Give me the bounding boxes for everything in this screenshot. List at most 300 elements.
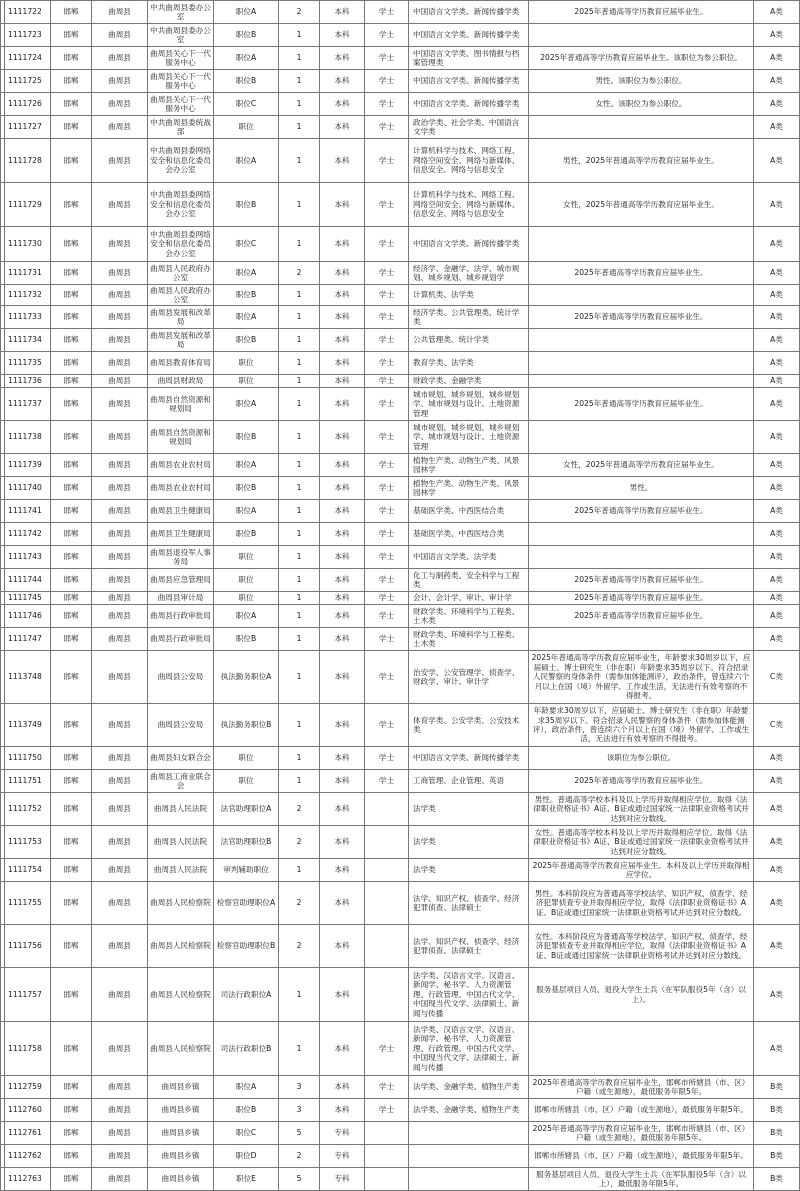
cell-position: 检察官助理职位A [214, 882, 279, 925]
cell-category: A类 [754, 592, 800, 605]
cell-degree: 学士 [365, 704, 409, 747]
table-row [1, 1099, 800, 1122]
cell-city: 邯郸 [51, 523, 92, 546]
cell-unit: 曲周县妇女联合会 [148, 747, 214, 770]
table-row [1, 605, 800, 628]
cell-category: A类 [754, 628, 800, 651]
cell-unit: 曲周县财政局 [148, 375, 214, 388]
cell-category: A类 [754, 605, 800, 628]
table-row [1, 227, 800, 262]
cell-remark: 女性。本科阶段应为普通高等学校法学、知识产权、侦查学、经济犯罪侦查专业并取得相应学位，取得《法律职业资格证书》A证、B证或通过国家统一法律职业资格考试并达到对应分数线。 [529, 925, 754, 968]
cell-county: 曲周县 [92, 285, 148, 306]
cell-count: 1 [279, 24, 320, 47]
cell-unit: 曲周县乡镇 [148, 1099, 214, 1122]
cell-count: 1 [279, 329, 320, 352]
cell-major: 基础医学类、中西医结合类 [409, 500, 529, 523]
cell-remark: 男性。本科阶段应为普通高等学校法学、知识产权、侦查学、经济犯罪侦查专业并取得相应学位，取得《法律职业资格证书》A证、B证或通过国家统一法律职业资格考试并达到对应分数线。 [529, 882, 754, 925]
cell-city: 邯郸 [51, 704, 92, 747]
cell-count: 1 [279, 592, 320, 605]
cell-count: 5 [279, 1168, 320, 1191]
cell-degree [365, 1145, 409, 1168]
cell-remark [529, 227, 754, 262]
cell-category: A类 [754, 329, 800, 352]
cell-category: A类 [754, 306, 800, 329]
cell-education: 专科 [320, 1168, 365, 1191]
cell-remark: 邯郸市所辖县（市、区）户籍（或生源地），最低服务年限5年。 [529, 1145, 754, 1168]
cell-code: 1112762 [5, 1145, 51, 1168]
cell-major: 法学类 [409, 859, 529, 882]
cell-education: 专科 [320, 1145, 365, 1168]
cell-major: 化工与制药类、安全科学与工程类 [409, 569, 529, 592]
cell-category: A类 [754, 546, 800, 569]
cell-major: 经济学、金融学、法学、城市规划、城乡规划、城乡规划学 [409, 262, 529, 285]
cell-code: 1111736 [5, 375, 51, 388]
cell-education: 本科 [320, 262, 365, 285]
cell-city: 邯郸 [51, 375, 92, 388]
cell-major: 基础医学类、中西医结合类 [409, 523, 529, 546]
table-row [1, 882, 800, 925]
cell-count: 1 [279, 569, 320, 592]
cell-category: A类 [754, 523, 800, 546]
cell-city: 邯郸 [51, 70, 92, 93]
cell-county: 曲周县 [92, 116, 148, 139]
cell-code: 1111741 [5, 500, 51, 523]
cell-county: 曲周县 [92, 704, 148, 747]
cell-code: 1111723 [5, 24, 51, 47]
cell-degree: 学士 [365, 262, 409, 285]
cell-major: 经济学类、公共管理类、统计学类 [409, 306, 529, 329]
cell-education: 本科 [320, 826, 365, 859]
cell-city: 邯郸 [51, 388, 92, 421]
cell-county: 曲周县 [92, 770, 148, 793]
cell-position: 职位B [214, 183, 279, 227]
cell-education: 本科 [320, 1076, 365, 1099]
cell-degree: 学士 [365, 1, 409, 24]
cell-county: 曲周县 [92, 605, 148, 628]
cell-education: 本科 [320, 569, 365, 592]
cell-degree [365, 1122, 409, 1145]
cell-category: A类 [754, 968, 800, 1022]
cell-education: 本科 [320, 24, 365, 47]
cell-county: 曲周县 [92, 1022, 148, 1076]
table-row [1, 454, 800, 477]
cell-degree: 学士 [365, 523, 409, 546]
cell-degree: 学士 [365, 628, 409, 651]
cell-count: 1 [279, 546, 320, 569]
cell-county: 曲周县 [92, 1076, 148, 1099]
cell-count: 2 [279, 925, 320, 968]
cell-category: A类 [754, 477, 800, 500]
cell-category: A类 [754, 388, 800, 421]
cell-major: 中国语言文学类、新闻传播学类 [409, 70, 529, 93]
cell-city: 邯郸 [51, 628, 92, 651]
table-row [1, 1, 800, 24]
cell-county: 曲周县 [92, 500, 148, 523]
cell-position: 职位B [214, 70, 279, 93]
cell-degree: 学士 [365, 388, 409, 421]
cell-unit: 曲周县人民法院 [148, 793, 214, 826]
cell-major: 计算机科学与技术、网络工程、网络空间安全、网络与新媒体、信息安全、网络与信息安全 [409, 183, 529, 227]
cell-count: 2 [279, 1145, 320, 1168]
cell-category: A类 [754, 227, 800, 262]
cell-remark [529, 546, 754, 569]
cell-major: 治安学、公安管理学、侦查学、财政学、审计、审计学 [409, 651, 529, 704]
cell-education: 本科 [320, 925, 365, 968]
cell-degree: 学士 [365, 421, 409, 454]
table-row [1, 1168, 800, 1191]
cell-code: 1111725 [5, 70, 51, 93]
cell-position: 职位A [214, 139, 279, 183]
cell-unit: 曲周县人民政府办公室 [148, 262, 214, 285]
cell-unit: 曲周县人民法院 [148, 826, 214, 859]
cell-degree: 学士 [365, 352, 409, 375]
cell-education: 本科 [320, 592, 365, 605]
cell-unit: 曲周县卫生健康局 [148, 500, 214, 523]
cell-county: 曲周县 [92, 523, 148, 546]
cell-county: 曲周县 [92, 139, 148, 183]
cell-education: 本科 [320, 421, 365, 454]
cell-unit: 曲周县发展和改革局 [148, 306, 214, 329]
cell-degree: 学士 [365, 605, 409, 628]
cell-remark: 2025年普通高等学历教育应届毕业生。 [529, 770, 754, 793]
cell-position: 职位A [214, 388, 279, 421]
cell-major: 植物生产类、动物生产类、风景园林学 [409, 477, 529, 500]
table-row [1, 859, 800, 882]
cell-education: 本科 [320, 139, 365, 183]
cell-education: 本科 [320, 605, 365, 628]
table-row [1, 925, 800, 968]
table-row [1, 375, 800, 388]
cell-education: 本科 [320, 47, 365, 70]
cell-count: 1 [279, 183, 320, 227]
cell-major: 公共管理类、统计学类 [409, 329, 529, 352]
cell-unit: 曲周县人民政府办公室 [148, 285, 214, 306]
cell-remark: 2025年普通高等学历教育应届毕业生。 [529, 388, 754, 421]
cell-code: 1111737 [5, 388, 51, 421]
cell-count: 1 [279, 70, 320, 93]
cell-city: 邯郸 [51, 1022, 92, 1076]
table-row [1, 421, 800, 454]
cell-unit: 曲周县审计局 [148, 592, 214, 605]
cell-unit: 曲周县工商业联合会 [148, 770, 214, 793]
cell-category: A类 [754, 24, 800, 47]
cell-code: 1111731 [5, 262, 51, 285]
cell-unit: 中共曲周县委统战部 [148, 116, 214, 139]
cell-code: 1111753 [5, 826, 51, 859]
cell-category: A类 [754, 285, 800, 306]
cell-code: 1111735 [5, 352, 51, 375]
cell-major: 政治学类、社会学类、中国语言文学类 [409, 116, 529, 139]
cell-code: 1111757 [5, 968, 51, 1022]
table-row [1, 1122, 800, 1145]
cell-major: 法学类、金融学类、植物生产类 [409, 1076, 529, 1099]
cell-position: 职位C [214, 227, 279, 262]
cell-position: 职位A [214, 306, 279, 329]
cell-county: 曲周县 [92, 24, 148, 47]
cell-unit: 曲周县自然资源和规划局 [148, 388, 214, 421]
cell-code: 1111743 [5, 546, 51, 569]
cell-position: 职位 [214, 747, 279, 770]
table-row [1, 183, 800, 227]
cell-remark [529, 285, 754, 306]
cell-position: 职位E [214, 1168, 279, 1191]
cell-remark: 女性，2025年普通高等学历教育应届毕业生。 [529, 454, 754, 477]
cell-city: 邯郸 [51, 1168, 92, 1191]
cell-degree: 学士 [365, 454, 409, 477]
cell-code: 1111744 [5, 569, 51, 592]
table-row [1, 704, 800, 747]
cell-city: 邯郸 [51, 477, 92, 500]
cell-remark [529, 116, 754, 139]
cell-category: A类 [754, 569, 800, 592]
cell-code: 1111738 [5, 421, 51, 454]
cell-count: 1 [279, 454, 320, 477]
cell-county: 曲周县 [92, 70, 148, 93]
cell-unit: 曲周县行政审批局 [148, 605, 214, 628]
cell-code: 1111727 [5, 116, 51, 139]
cell-degree: 学士 [365, 375, 409, 388]
cell-unit: 曲周县人民检察院 [148, 1022, 214, 1076]
cell-code: 1111722 [5, 1, 51, 24]
cell-major: 中国语言文学类、新闻传播学类 [409, 93, 529, 116]
cell-code: 1111742 [5, 523, 51, 546]
cell-remark [529, 1022, 754, 1076]
cell-code: 1112763 [5, 1168, 51, 1191]
cell-major: 城市规划、城乡规划、城乡规划学、城市规划与设计、土地资源管理 [409, 421, 529, 454]
cell-category: A类 [754, 882, 800, 925]
cell-unit: 中共曲周县委网络安全和信息化委员会办公室 [148, 227, 214, 262]
cell-degree: 学士 [365, 1022, 409, 1076]
cell-major: 会计、会计学、审计、审计学 [409, 592, 529, 605]
cell-major: 植物生产类、动物生产类、风景园林学 [409, 454, 529, 477]
cell-count: 1 [279, 421, 320, 454]
cell-degree: 学士 [365, 1076, 409, 1099]
cell-category: A类 [754, 747, 800, 770]
cell-degree: 学士 [365, 651, 409, 704]
cell-education: 本科 [320, 793, 365, 826]
table-row [1, 70, 800, 93]
cell-city: 邯郸 [51, 116, 92, 139]
cell-unit: 曲周县公安局 [148, 651, 214, 704]
cell-category: A类 [754, 859, 800, 882]
cell-unit: 曲周县农业农村局 [148, 454, 214, 477]
table-row [1, 793, 800, 826]
cell-code: 1111740 [5, 477, 51, 500]
cell-education: 本科 [320, 352, 365, 375]
cell-county: 曲周县 [92, 968, 148, 1022]
cell-count: 3 [279, 1076, 320, 1099]
cell-code: 1111755 [5, 882, 51, 925]
cell-count: 2 [279, 1, 320, 24]
cell-category: C类 [754, 651, 800, 704]
cell-code: 1113748 [5, 651, 51, 704]
cell-county: 曲周县 [92, 421, 148, 454]
cell-city: 邯郸 [51, 421, 92, 454]
cell-degree: 学士 [365, 500, 409, 523]
cell-county: 曲周县 [92, 454, 148, 477]
cell-county: 曲周县 [92, 592, 148, 605]
cell-position: 职位B [214, 329, 279, 352]
cell-remark: 2025年普通高等学历教育应届毕业生。 [529, 1, 754, 24]
cell-education: 本科 [320, 454, 365, 477]
cell-code: 1111746 [5, 605, 51, 628]
cell-degree: 学士 [365, 329, 409, 352]
table-row [1, 329, 800, 352]
cell-city: 邯郸 [51, 859, 92, 882]
cell-degree: 学士 [365, 227, 409, 262]
cell-degree [365, 793, 409, 826]
cell-education: 本科 [320, 388, 365, 421]
cell-category: A类 [754, 47, 800, 70]
cell-code: 1111729 [5, 183, 51, 227]
cell-education: 本科 [320, 477, 365, 500]
cell-unit: 曲周县乡镇 [148, 1076, 214, 1099]
cell-major: 法学类、汉语言文学、汉语言、新闻学、秘书学、人力资源管理、行政管理、中国古代文学、中国现当代文学、法律硕士、新闻与传播 [409, 968, 529, 1022]
cell-city: 邯郸 [51, 1, 92, 24]
cell-degree [365, 826, 409, 859]
cell-major: 中国语言文学类、图书情报与档案管理类 [409, 47, 529, 70]
cell-unit: 曲周县应急管理局 [148, 569, 214, 592]
cell-category: B类 [754, 1076, 800, 1099]
cell-position: 职位 [214, 352, 279, 375]
cell-city: 邯郸 [51, 1099, 92, 1122]
table-row [1, 1022, 800, 1076]
cell-code: 1112760 [5, 1099, 51, 1122]
cell-unit: 曲周县关心下一代服务中心 [148, 93, 214, 116]
cell-county: 曲周县 [92, 375, 148, 388]
cell-remark: 邯郸市所辖县（市、区）户籍（或生源地），最低服务年限5年。 [529, 1099, 754, 1122]
cell-code: 1112761 [5, 1122, 51, 1145]
cell-city: 邯郸 [51, 546, 92, 569]
cell-county: 曲周县 [92, 93, 148, 116]
cell-unit: 中共曲周县委办公室 [148, 24, 214, 47]
cell-category: C类 [754, 704, 800, 747]
cell-county: 曲周县 [92, 546, 148, 569]
cell-remark [529, 375, 754, 388]
table-row [1, 747, 800, 770]
cell-remark [529, 352, 754, 375]
cell-remark: 2025年普通高等学历教育应届毕业生。本科及以上学历并取得相应学位。 [529, 859, 754, 882]
cell-city: 邯郸 [51, 454, 92, 477]
cell-city: 邯郸 [51, 651, 92, 704]
cell-county: 曲周县 [92, 882, 148, 925]
cell-city: 邯郸 [51, 1145, 92, 1168]
table-row [1, 47, 800, 70]
cell-remark [529, 421, 754, 454]
cell-education: 本科 [320, 93, 365, 116]
cell-county: 曲周县 [92, 262, 148, 285]
cell-count: 1 [279, 628, 320, 651]
cell-count: 2 [279, 826, 320, 859]
cell-position: 职位 [214, 569, 279, 592]
cell-remark: 男性。该职位为参公职位。 [529, 70, 754, 93]
cell-county: 曲周县 [92, 1122, 148, 1145]
cell-major: 法学、知识产权、侦查学、经济犯罪侦查、法律硕士 [409, 925, 529, 968]
cell-education: 本科 [320, 651, 365, 704]
cell-count: 1 [279, 477, 320, 500]
cell-degree: 学士 [365, 93, 409, 116]
table-row [1, 24, 800, 47]
cell-education: 本科 [320, 1099, 365, 1122]
cell-category: B类 [754, 1099, 800, 1122]
cell-position: 职位A [214, 454, 279, 477]
table-row [1, 285, 800, 306]
cell-major: 法学类、汉语言文学、汉语言、新闻学、秘书学、人力资源管理、行政管理、中国古代文学、中国现当代文学、法律硕士、新闻与传播 [409, 1022, 529, 1076]
cell-major: 中国语言文学类、新闻传播学类 [409, 24, 529, 47]
table-row [1, 477, 800, 500]
cell-education: 本科 [320, 500, 365, 523]
cell-position: 职位B [214, 477, 279, 500]
cell-remark: 服务基层项目人员、退役大学生士兵（在军队服役5年（含）以上），最低服务年限5年。 [529, 1168, 754, 1191]
cell-position: 职位B [214, 1099, 279, 1122]
cell-degree: 学士 [365, 306, 409, 329]
cell-count: 1 [279, 605, 320, 628]
cell-position: 执法勤务职位B [214, 704, 279, 747]
cell-unit: 中共曲周县委网络安全和信息化委员会办公室 [148, 183, 214, 227]
table-row [1, 826, 800, 859]
cell-city: 邯郸 [51, 139, 92, 183]
cell-count: 2 [279, 262, 320, 285]
cell-county: 曲周县 [92, 1145, 148, 1168]
cell-category: B类 [754, 1145, 800, 1168]
cell-county: 曲周县 [92, 826, 148, 859]
cell-city: 邯郸 [51, 227, 92, 262]
cell-major: 财政学类、环境科学与工程类、土木类 [409, 605, 529, 628]
cell-category: A类 [754, 925, 800, 968]
cell-code: 1112759 [5, 1076, 51, 1099]
cell-unit: 曲周县乡镇 [148, 1122, 214, 1145]
cell-code: 1111724 [5, 47, 51, 70]
cell-remark [529, 628, 754, 651]
cell-count: 1 [279, 500, 320, 523]
cell-education: 本科 [320, 306, 365, 329]
cell-remark: 女性，2025年普通高等学历教育应届毕业生。 [529, 183, 754, 227]
cell-city: 邯郸 [51, 1122, 92, 1145]
cell-remark: 男性。普通高等学校本科及以上学历并取得相应学位。取得《法律职业资格证书》A证、B证或通过国家统一法律职业资格考试并达到对应分数线。 [529, 793, 754, 826]
cell-position: 职位A [214, 1, 279, 24]
cell-position: 职位A [214, 262, 279, 285]
cell-degree: 学士 [365, 592, 409, 605]
cell-major: 财政学类、环境科学与工程类、土木类 [409, 628, 529, 651]
cell-education: 本科 [320, 628, 365, 651]
cell-remark [529, 24, 754, 47]
cell-count: 1 [279, 352, 320, 375]
cell-county: 曲周县 [92, 183, 148, 227]
cell-remark: 2025年普通高等学历教育应届毕业生。 [529, 605, 754, 628]
cell-degree: 学士 [365, 770, 409, 793]
cell-count: 1 [279, 375, 320, 388]
cell-degree: 学士 [365, 70, 409, 93]
cell-count: 1 [279, 227, 320, 262]
cell-remark: 女性。普通高等学校本科及以上学历并取得相应学位。取得《法律职业资格证书》A证、B证或通过国家统一法律职业资格考试并达到对应分数线。 [529, 826, 754, 859]
cell-education: 本科 [320, 1, 365, 24]
cell-position: 职位 [214, 770, 279, 793]
table-row [1, 116, 800, 139]
cell-code: 1111758 [5, 1022, 51, 1076]
cell-category: A类 [754, 454, 800, 477]
cell-city: 邯郸 [51, 306, 92, 329]
cell-code: 1111734 [5, 329, 51, 352]
cell-county: 曲周县 [92, 47, 148, 70]
cell-county: 曲周县 [92, 925, 148, 968]
cell-position: 职位B [214, 285, 279, 306]
cell-education: 本科 [320, 329, 365, 352]
table-row [1, 388, 800, 421]
cell-code: 1111754 [5, 859, 51, 882]
table-row [1, 500, 800, 523]
cell-unit: 曲周县关心下一代服务中心 [148, 70, 214, 93]
table-row [1, 770, 800, 793]
